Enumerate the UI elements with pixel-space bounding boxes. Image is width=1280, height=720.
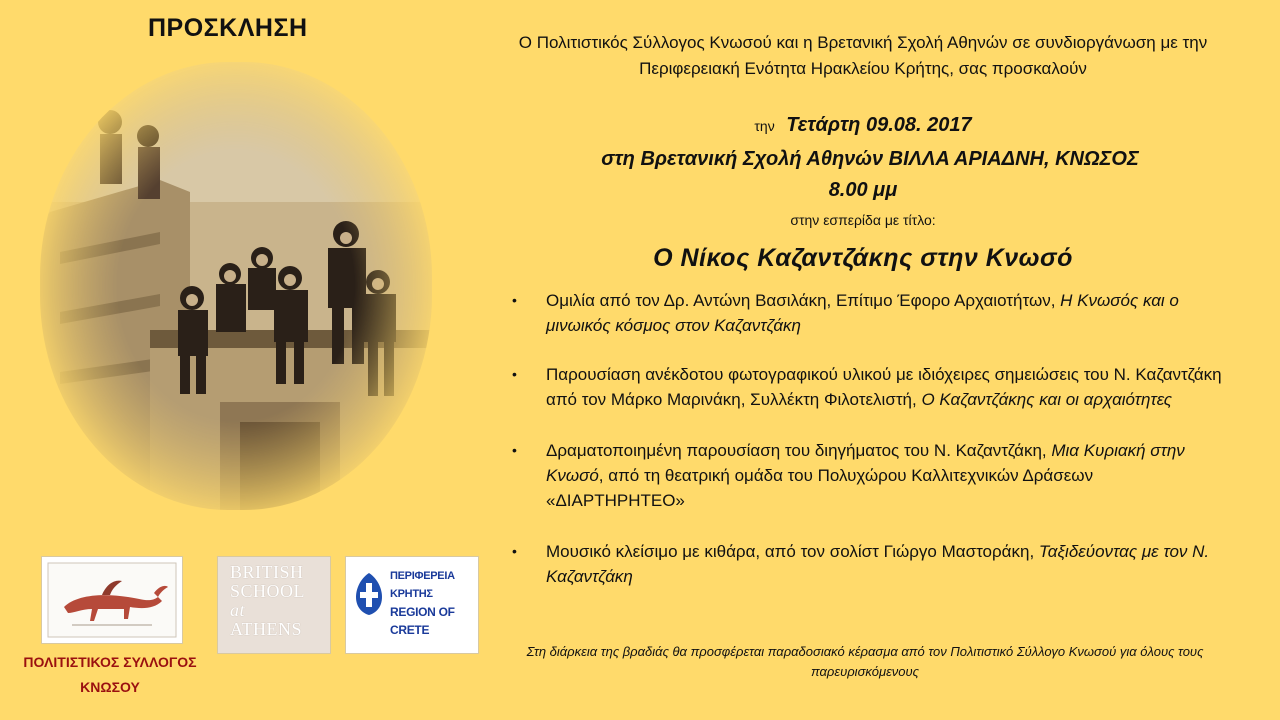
program-item-title: Ο Καζαντζάκης και οι αρχαιότητες [921,390,1173,409]
program-item-text: Παρουσίαση ανέκδοτου φωτογραφικού υλικού με ιδιόχειρες σημειώσεις του Ν. Καζαντζάκη από τον Μάρκο Μαρινάκη, Συλλέκτη Φιλοτελιστή, [546,365,1222,409]
bullet-icon: • [512,442,517,458]
event-date: Τετάρτη 09.08. 2017 [786,114,972,136]
program-item [512,438,1232,513]
historic-group-photo [40,62,432,510]
program-item-after: , από τη θεατρική ομάδα του Πολυχώρου Καλλιτεχνικών Δράσεων «ΔΙΑΡΤΗΡΗΤΕΟ» [546,466,1094,510]
event-date-line [488,112,1238,139]
program-item-title: Ταξιδεύοντας με τον Ν. Καζαντζάκη [546,542,1210,586]
program-item-text: Δραματοποιημένη παρουσίαση του διηγήματος του Ν. Καζαντζάκη, [546,441,1052,460]
club-name: ΠΟΛΙΤΙΣΤΙΚΟΣ ΣΥΛΛΟΓΟΣ ΚΝΩΣΟΥ [23,654,197,695]
bull-leaping-icon [42,557,182,643]
crete-wordmark: ΠΕΡΙΦΕΡΕΙΑ ΚΡΗΤΗΣ REGION OF CRETE [390,570,455,637]
event-time: 8.00 μμ [828,179,898,201]
program-item [512,539,1232,589]
knossos-club-logo [41,556,183,644]
program-item-title: Η Κνωσός και ο μινωικός κόσμος στον Καζαντζάκη [546,291,1179,335]
program-item-title: Μια Κυριακή στην Κνωσό [546,441,1185,485]
program-list [512,288,1232,589]
invitation-title: ΠΡΟΣΚΛΗΣΗ [148,14,308,42]
british-school-logo [217,556,331,654]
intro-text: Ο Πολιτιστικός Σύλλογος Κνωσού και η Βρετανική Σχολή Αθηνών σε συνδιοργάνωση με την Περιφερειακή Ενότητα Ηρακλείου Κρήτης, σας προσκαλούν [518,33,1208,78]
greek-emblem-icon [352,571,386,617]
program-item-text: Ομιλία από τον Δρ. Αντώνη Βασιλάκη, Επίτιμο Έφορο Αρχαιοτήτων, [546,291,1061,310]
bullet-icon: • [512,292,517,308]
bsa-wordmark: BRITISH SCHOOL at ATHENS [230,562,306,639]
event-venue: στη Βρετανική Σχολή Αθηνών ΒΙΛΛΑ ΑΡΙΑΔΝΗ, ΚΝΩΣΟΣ [601,148,1139,170]
event-subtitle: στην εσπερίδα με τίτλο: [790,212,936,228]
bullet-icon: • [512,543,517,559]
photo-illustration [40,62,432,510]
footer-note: Στη διάρκεια της βραδιάς θα προσφέρεται παραδοσιακό κέρασμα από τον Πολιτιστικό Σύλλογο Κνωσού για όλους τους παρευρισκόμενους [526,644,1204,679]
region-of-crete-logo [345,556,479,654]
bullet-icon: • [512,366,517,382]
program-item-text: Μουσικό κλείσιμο με κιθάρα, από τον σολίστ Γιώργο Μαστοράκη, [546,542,1039,561]
program-item [512,362,1232,412]
program-item [512,288,1232,338]
date-prefix: την [754,118,775,134]
event-title: Ο Νίκος Καζαντζάκης στην Κνωσό [653,244,1073,272]
